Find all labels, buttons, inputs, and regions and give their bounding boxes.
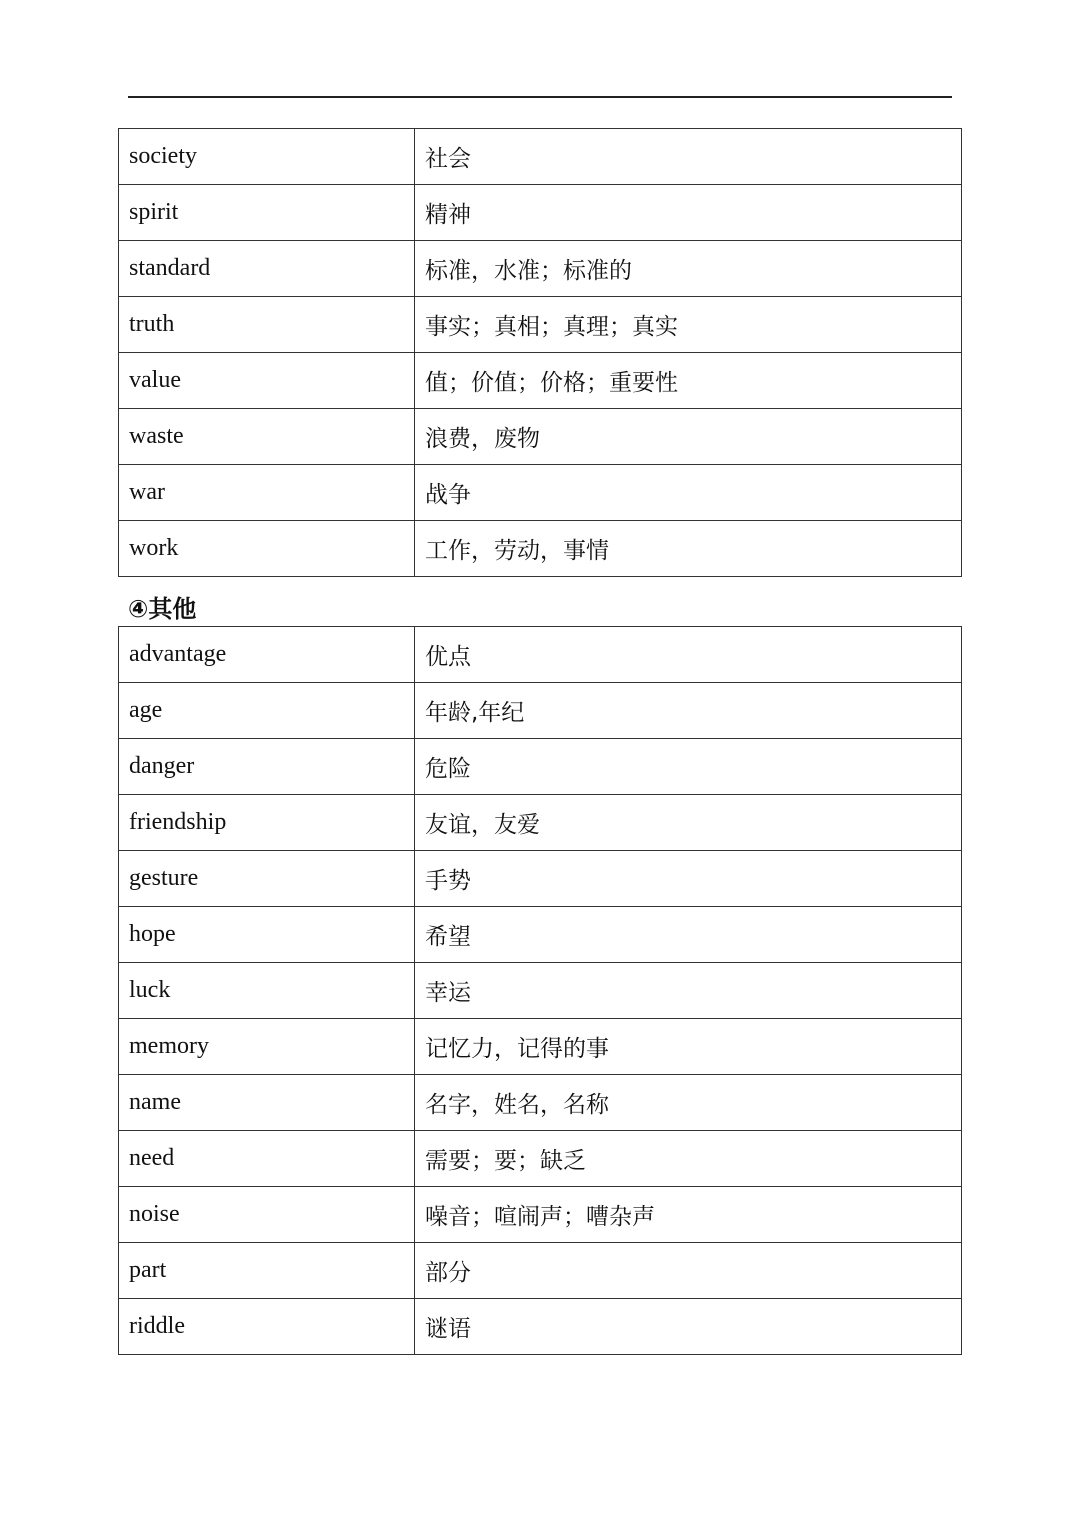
word-cell: hope xyxy=(119,907,415,963)
word-cell: waste xyxy=(119,409,415,465)
word-cell: part xyxy=(119,1243,415,1299)
table-row xyxy=(119,297,962,353)
table-row xyxy=(119,241,962,297)
meaning-cell: 需要；要；缺乏 xyxy=(415,1131,962,1187)
meaning-cell: 值；价值；价格；重要性 xyxy=(415,353,962,409)
meaning-cell: 名字，姓名，名称 xyxy=(415,1075,962,1131)
table-row xyxy=(119,1019,962,1075)
vocabulary-table xyxy=(118,128,962,577)
meaning-cell: 谜语 xyxy=(415,1299,962,1355)
word-cell: name xyxy=(119,1075,415,1131)
table-row xyxy=(119,1075,962,1131)
table-row xyxy=(119,795,962,851)
table-row xyxy=(119,521,962,577)
word-cell: danger xyxy=(119,739,415,795)
table-row xyxy=(119,129,962,185)
table-row xyxy=(119,409,962,465)
word-cell: truth xyxy=(119,297,415,353)
header-rule xyxy=(128,96,952,98)
table-row xyxy=(119,465,962,521)
table-row xyxy=(119,739,962,795)
meaning-cell: 幸运 xyxy=(415,963,962,1019)
meaning-cell: 社会 xyxy=(415,129,962,185)
word-cell: work xyxy=(119,521,415,577)
word-cell: war xyxy=(119,465,415,521)
word-cell: gesture xyxy=(119,851,415,907)
table-row xyxy=(119,851,962,907)
table-row xyxy=(119,627,962,683)
meaning-cell: 浪费，废物 xyxy=(415,409,962,465)
meaning-cell: 记忆力，记得的事 xyxy=(415,1019,962,1075)
section-heading: ④其他 xyxy=(128,595,197,623)
table-row xyxy=(119,1131,962,1187)
meaning-cell: 工作，劳动，事情 xyxy=(415,521,962,577)
word-cell: age xyxy=(119,683,415,739)
table-row xyxy=(119,185,962,241)
word-cell: society xyxy=(119,129,415,185)
meaning-cell: 标准，水准；标准的 xyxy=(415,241,962,297)
word-cell: memory xyxy=(119,1019,415,1075)
table-row xyxy=(119,907,962,963)
word-cell: standard xyxy=(119,241,415,297)
word-cell: riddle xyxy=(119,1299,415,1355)
word-cell: friendship xyxy=(119,795,415,851)
word-cell: noise xyxy=(119,1187,415,1243)
table-row xyxy=(119,1299,962,1355)
word-cell: need xyxy=(119,1131,415,1187)
vocabulary-table-body xyxy=(119,627,962,1355)
table-row xyxy=(119,353,962,409)
table-row xyxy=(119,1243,962,1299)
table-row xyxy=(119,683,962,739)
meaning-cell: 部分 xyxy=(415,1243,962,1299)
meaning-cell: 优点 xyxy=(415,627,962,683)
table-row xyxy=(119,963,962,1019)
meaning-cell: 噪音；喧闹声；嘈杂声 xyxy=(415,1187,962,1243)
word-cell: value xyxy=(119,353,415,409)
meaning-cell: 精神 xyxy=(415,185,962,241)
word-cell: advantage xyxy=(119,627,415,683)
meaning-cell: 年龄,年纪 xyxy=(415,683,962,739)
word-cell: luck xyxy=(119,963,415,1019)
meaning-cell: 手势 xyxy=(415,851,962,907)
vocabulary-table-other xyxy=(118,626,962,1355)
table-row xyxy=(119,1187,962,1243)
meaning-cell: 战争 xyxy=(415,465,962,521)
vocabulary-table-body xyxy=(119,129,962,577)
meaning-cell: 事实；真相；真理；真实 xyxy=(415,297,962,353)
meaning-cell: 友谊，友爱 xyxy=(415,795,962,851)
meaning-cell: 危险 xyxy=(415,739,962,795)
word-cell: spirit xyxy=(119,185,415,241)
meaning-cell: 希望 xyxy=(415,907,962,963)
